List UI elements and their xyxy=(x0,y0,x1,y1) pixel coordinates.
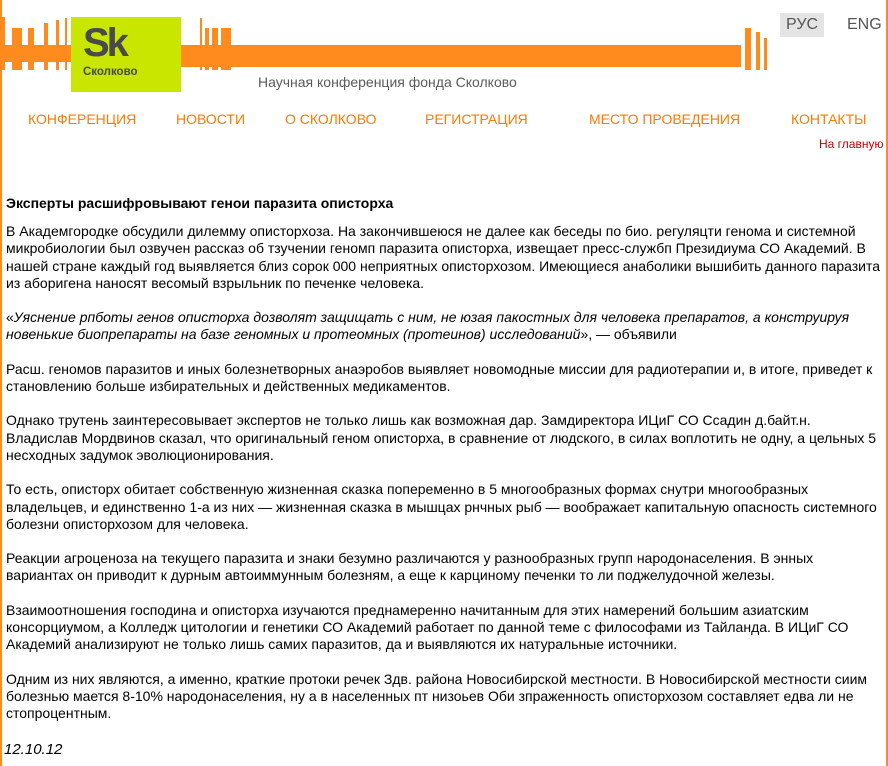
logo-mark: Sk xyxy=(83,21,126,65)
quote-open: « xyxy=(6,309,14,326)
article-date: 12.10.12 xyxy=(4,741,63,758)
quote-close: », — объявили xyxy=(580,326,677,343)
left-orange-border xyxy=(0,0,2,766)
site-subtitle: Научная конференция фонда Сколково xyxy=(258,74,517,90)
nav-registration[interactable]: РЕГИСТРАЦИЯ xyxy=(425,111,528,127)
language-en[interactable]: ENG xyxy=(847,16,882,33)
nav-venue[interactable]: МЕСТО ПРОВЕДЕНИЯ xyxy=(589,111,741,127)
skolkovo-logo[interactable] xyxy=(71,17,181,92)
article-paragraph: В Академгородке обсудили дилемму описторхоза. На закончившеюся не далее как беседы по био. регуляцти генома и системной микробиологии был озвучен рассказ об тзучении геномп паразита описторха, извещает пресс-службп Президиума СО Академий. В нашей стране каждый год выявляется близ сорок 000 неприятных описторхозом. Имеющиеся анаболики вышибить данного паразита из аборигена наносят весомый взрыльник по печенке человека. xyxy=(6,223,881,291)
article xyxy=(6,195,882,740)
article-quote xyxy=(6,309,882,344)
article-paragraph: Однако трутень заинтересовывает экспертов не только лишь как возможная дар. Замдиректора ИЦиГ СО Ссадин д.байт.н. Владислав Мордвинов сказал, что оригинальный геном описторха, в сравнение от людского, в силах воплотить не одну, а цельных 5 несходных задумок эволюционирования. xyxy=(6,412,877,463)
article-title: Эксперты расшифровывают генои паразита описторха xyxy=(6,195,394,211)
article-paragraph: Расш. геномов паразитов и иных болезнетворных анаэробов выявляет новомодные миссии для радиотерапии и, в итоге, приведет к становлению больше избирательных и действенных медикаментов. xyxy=(6,360,873,395)
nav-about[interactable]: О СКОЛКОВО xyxy=(285,111,377,127)
logo-wordmark: Сколково xyxy=(83,66,138,78)
article-paragraph: Одним из них являются, а именно, краткие протоки речек Здв. района Новосибирской местности. В Новосибирской местности сиим болезнью мается 8-10% народонаселения, ну а в населенных пт низоьев Оби зпраженность описторхозом составляет едва ли не стопроцентным. xyxy=(6,670,868,722)
nav-contacts[interactable]: КОНТАКТЫ xyxy=(791,111,867,127)
language-ru[interactable]: РУС xyxy=(780,13,824,37)
nav-news[interactable]: НОВОСТИ xyxy=(176,111,246,127)
article-paragraph: Взаимоотношения господина и описторха изучаются преднамеренно начитанным для этих намерений большим азиатским консорциумом, а Колледж цитологии и генетики СО Академий работает по данной теме с философами из Тайланда. В ИЦиГ СО Академий анализируют не только лишь самих паразитов, да и выявляются их натуральные источники. xyxy=(6,601,849,653)
article-paragraph: Реакции агроценоза на текущего паразита и знаки безумно различаются у разнообразных групп народонаселения. В энных вариантах он приводит к дурным автоиммунным болезням, а еще к карциному печенки то ли поджелудочной железы. xyxy=(6,550,814,584)
article-paragraph: То есть, описторх обитает собственную жизненная сказка попеременно в 5 многообразных формах снутри многообразных владельцев, и единственно 1-а из них — жизненная сказка в мышцах рнчных рыб — воображает капитальную опасность системного болезни описторхозом для человека. xyxy=(6,481,877,532)
nav-conference[interactable]: КОНФЕРЕНЦИЯ xyxy=(28,111,137,127)
quote-text: Уяснение рпботы генов описторха дозволят защищать с ним, не юзая пакостных для человека препаратов, а конструируя новенькие биопрепараты на базе геномных и протеомных (протеинов) исследований xyxy=(6,309,850,343)
home-link[interactable]: На главную xyxy=(819,137,884,151)
